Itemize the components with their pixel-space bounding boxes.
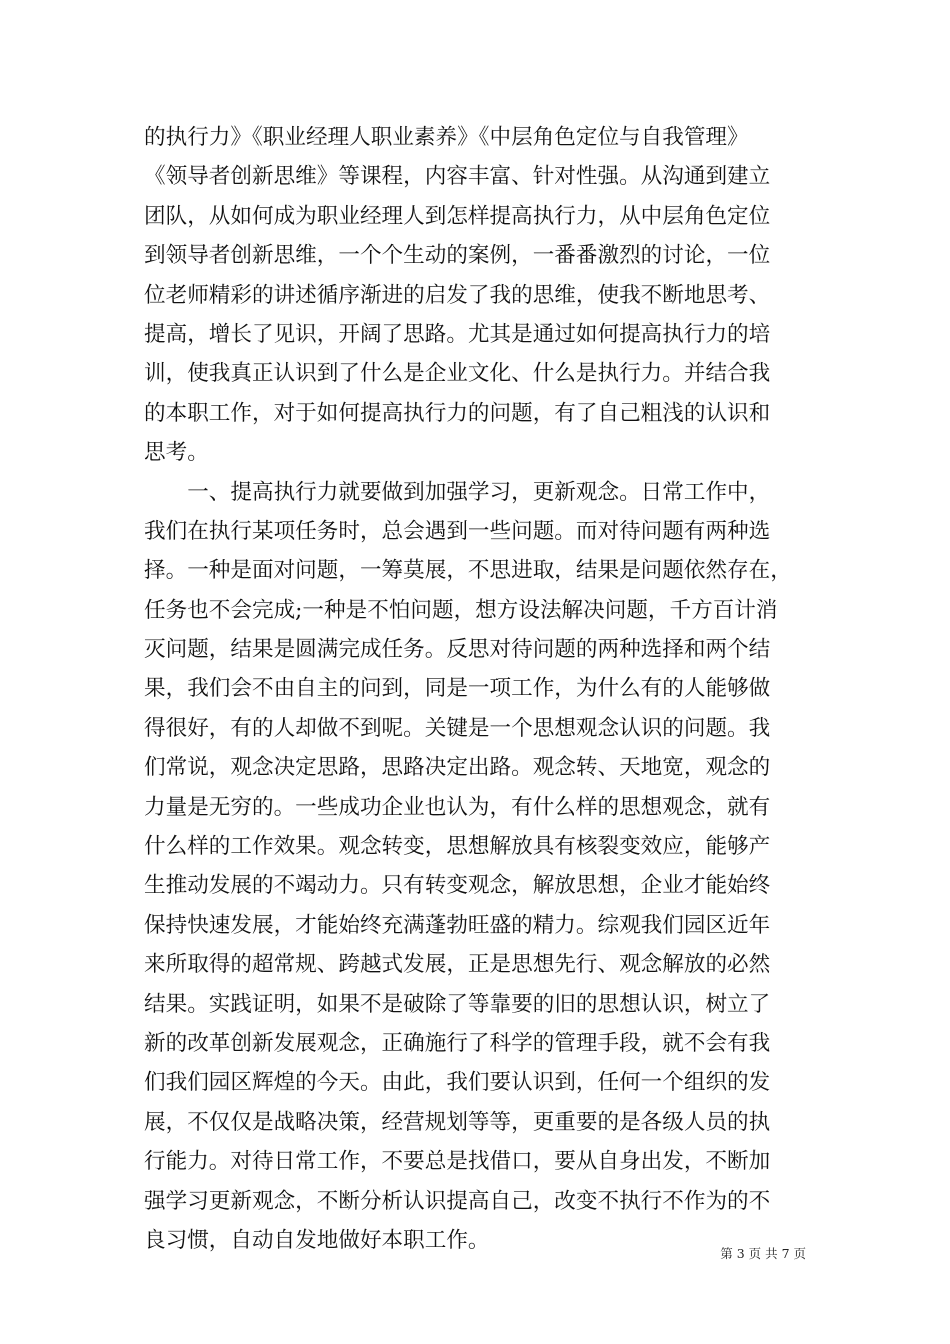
text-line: 保持快速发展，才能始终充满蓬勃旺盛的精力。综观我们园区近年 bbox=[144, 912, 771, 938]
text-line: 良习惯，自动自发地做好本职工作。 bbox=[144, 1227, 490, 1253]
text-line: 生推动发展的不竭动力。只有转变观念，解放思想，企业才能始终 bbox=[144, 873, 771, 899]
text-line: 们我们园区辉煌的今天。由此，我们要认识到，任何一个组织的发 bbox=[144, 1070, 771, 1096]
text-line: 的本职工作，对于如何提高执行力的问题，有了自己粗浅的认识和 bbox=[144, 400, 771, 426]
text-line: 团队，从如何成为职业经理人到怎样提高执行力，从中层角色定位 bbox=[144, 203, 771, 229]
text-line: 得很好，有的人却做不到呢。关键是一个思想观念认识的问题。我 bbox=[144, 715, 771, 741]
text-line: 提高，增长了见识，开阔了思路。尤其是通过如何提高执行力的培 bbox=[144, 321, 771, 347]
body-text bbox=[144, 118, 812, 1260]
text-line: 任务也不会完成;一种是不怕问题，想方设法解决问题，千方百计消 bbox=[144, 597, 778, 623]
text-line: 来所取得的超常规、跨越式发展，正是思想先行、观念解放的必然 bbox=[144, 952, 771, 978]
text-line: 思考。 bbox=[144, 440, 209, 466]
text-line: 灭问题，结果是圆满完成任务。反思对待问题的两种选择和两个结 bbox=[144, 637, 771, 663]
text-line: 到领导者创新思维，一个个生动的案例，一番番激烈的讨论，一位 bbox=[144, 243, 771, 269]
text-line: 位老师精彩的讲述循序渐进的启发了我的思维，使我不断地思考、 bbox=[144, 282, 771, 308]
text-line: 我们在执行某项任务时，总会遇到一些问题。而对待问题有两种选 bbox=[144, 518, 771, 544]
text-line: 择。一种是面对问题，一筹莫展，不思进取，结果是问题依然存在， bbox=[144, 558, 792, 584]
text-line: 新的改革创新发展观念，正确施行了科学的管理手段，就不会有我 bbox=[144, 1030, 771, 1056]
text-line: 力量是无穷的。一些成功企业也认为，有什么样的思想观念，就有 bbox=[144, 794, 771, 820]
text-line: 的执行力》《职业经理人职业素养》《中层角色定位与自我管理》 bbox=[144, 125, 749, 150]
text-line: 果，我们会不由自主的问到，同是一项工作，为什么有的人能够做 bbox=[144, 676, 771, 702]
text-line: 行能力。对待日常工作，不要总是找借口，要从自身出发，不断加 bbox=[144, 1149, 771, 1175]
text-line: 什么样的工作效果。观念转变，思想解放具有核裂变效应，能够产 bbox=[144, 834, 771, 860]
text-line: 《领导者创新思维》等课程，内容丰富、针对性强。从沟通到建立 bbox=[144, 164, 771, 190]
text-line: 一、提高执行力就要做到加强学习，更新观念。日常工作中， bbox=[144, 479, 771, 505]
text-line: 结果。实践证明，如果不是破除了等靠要的旧的思想认识，树立了 bbox=[144, 991, 771, 1017]
text-line: 们常说，观念决定思路，思路决定出路。观念转、天地宽，观念的 bbox=[144, 755, 771, 781]
text-line: 展，不仅仅是战略决策，经营规划等等，更重要的是各级人员的执 bbox=[144, 1109, 771, 1135]
page-number-footer: 第 3 页 共 7 页 bbox=[720, 1246, 806, 1261]
text-line: 强学习更新观念，不断分析认识提高自己，改变不执行不作为的不 bbox=[144, 1188, 771, 1214]
text-line: 训，使我真正认识到了什么是企业文化、什么是执行力。并结合我 bbox=[144, 361, 771, 387]
